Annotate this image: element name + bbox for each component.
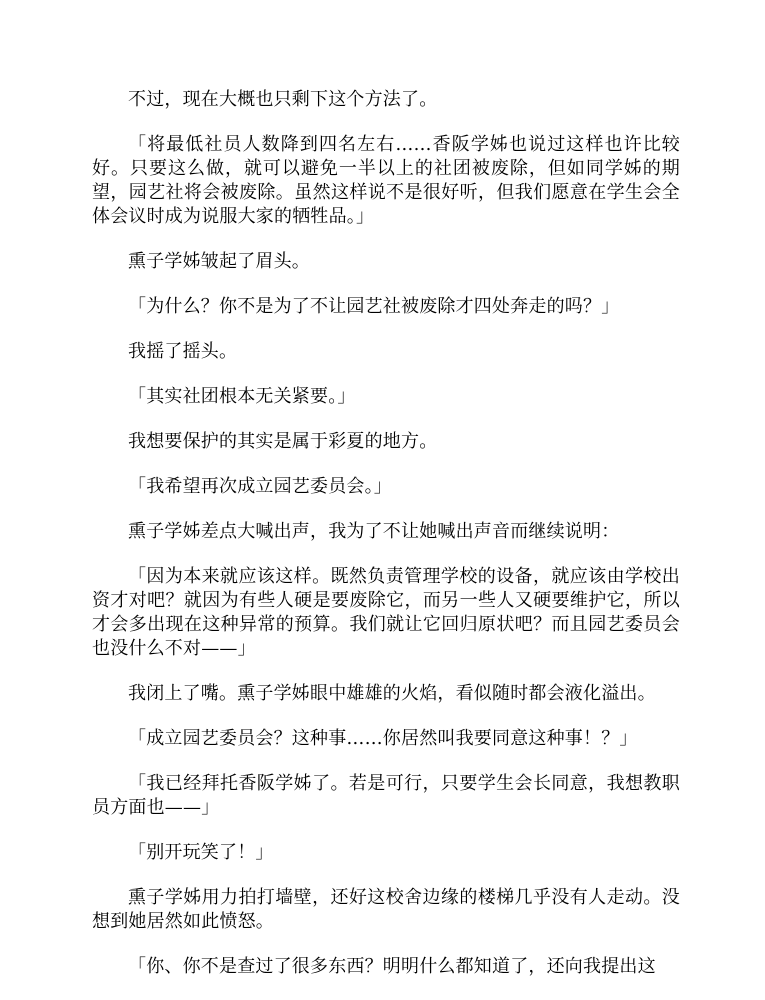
paragraph-dialogue: 「将最低社员人数降到四名左右……香阪学姊也说过这样也许比较好。只要这么做，就可以避免一半以上的社团被废除，但如同学姊的期望，园艺社将会被废除。虽然这样说不是很好听，但我们愿意在学生会全体会议时成为说服大家的牺牲品。」 bbox=[92, 134, 680, 227]
paragraph-dialogue: 「我希望再次成立园艺委员会。」 bbox=[128, 476, 392, 497]
paragraph-dialogue: 「成立园艺委员会？这种事……你居然叫我要同意这种事！？」 bbox=[128, 728, 638, 749]
paragraph-dialogue: 「别开玩笑了！」 bbox=[128, 842, 274, 863]
paragraph-dialogue: 「你、你不是查过了很多东西？明明什么都知道了，还向我提出这 bbox=[128, 956, 656, 977]
paragraph-narration: 熏子学姊皱起了眉头。 bbox=[128, 251, 310, 272]
paragraph-dialogue: 「其实社团根本无关紧要。」 bbox=[128, 386, 356, 407]
paragraph-narration: 我闭上了嘴。熏子学姊眼中雄雄的火焰，看似随时都会液化溢出。 bbox=[128, 683, 656, 704]
novel-text-body bbox=[92, 88, 680, 1000]
paragraph-dialogue: 「因为本来就应该这样。既然负责管理学校的设备，就应该由学校出资才对吧？就因为有些人硬是要废除它，而另一些人又硬要维护它，所以才会多出现在这种异常的预算。我们就让它回归原状吧？而且园艺委员会也没什么不对——」 bbox=[92, 566, 680, 659]
paragraph-narration: 熏子学姊差点大喊出声，我为了不让她喊出声音而继续说明： bbox=[128, 521, 620, 542]
paragraph-dialogue: 「我已经拜托香阪学姊了。若是可行，只要学生会长同意，我想教职员方面也——」 bbox=[92, 773, 680, 818]
paragraph-dialogue: 「为什么？你不是为了不让园艺社被废除才四处奔走的吗？」 bbox=[128, 296, 620, 317]
paragraph-narration: 我摇了摇头。 bbox=[128, 341, 238, 362]
paragraph-narration: 不过，现在大概也只剩下这个方法了。 bbox=[128, 89, 438, 110]
paragraph-narration: 我想要保护的其实是属于彩夏的地方。 bbox=[128, 431, 438, 452]
paragraph-narration: 熏子学姊用力拍打墙壁，还好这校舍边缘的楼梯几乎没有人走动。没想到她居然如此愤怒。 bbox=[92, 887, 680, 932]
